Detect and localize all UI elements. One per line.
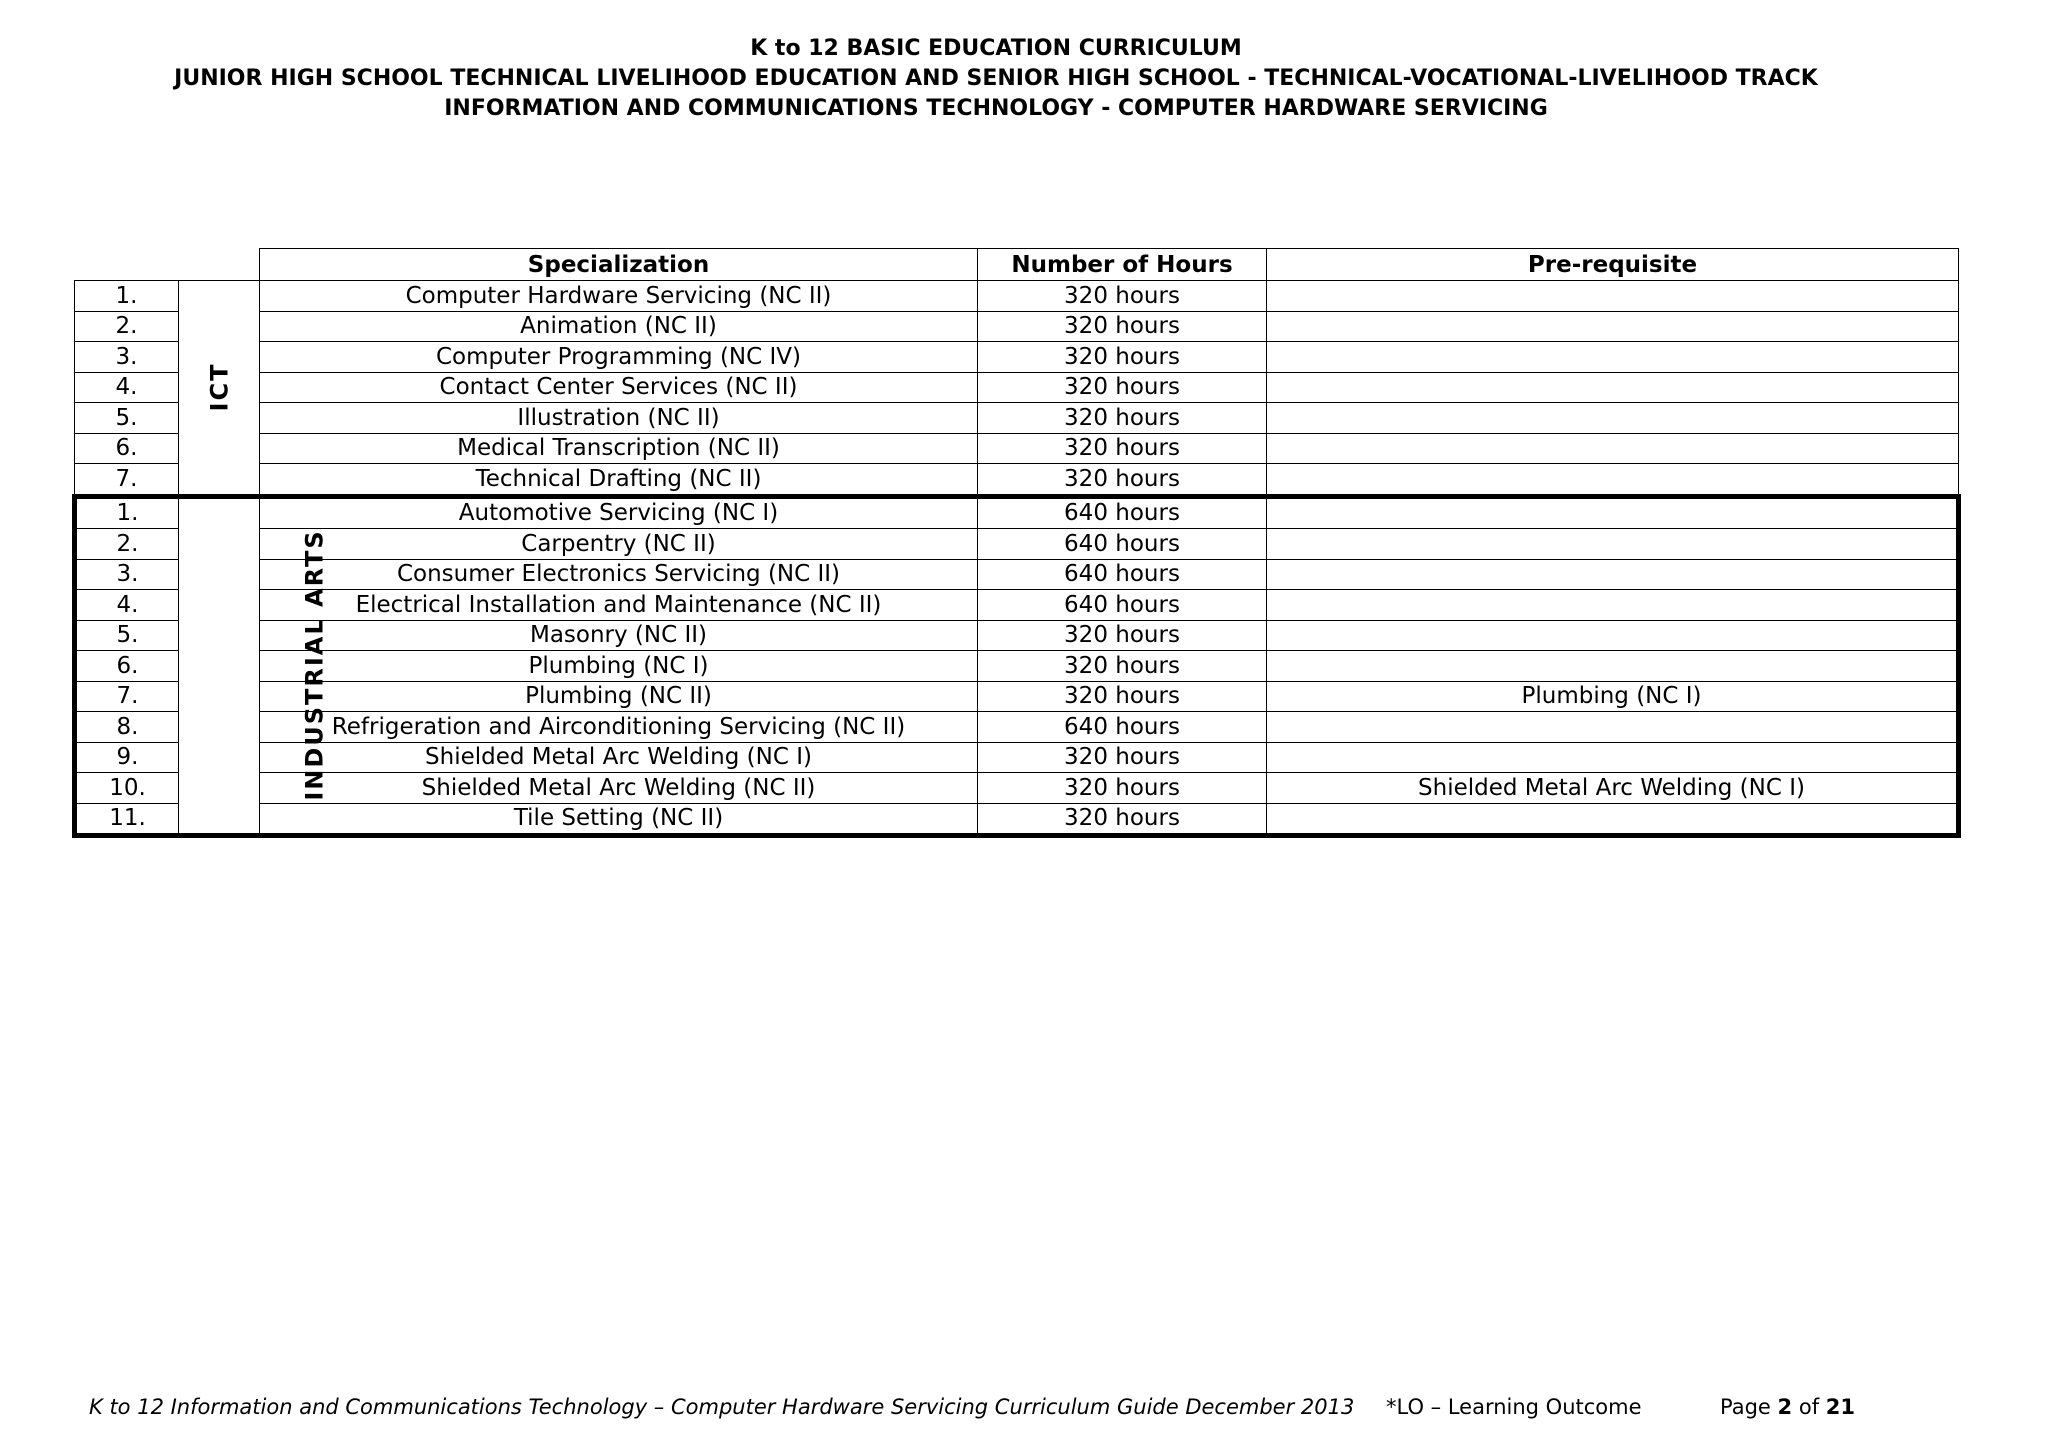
table-row bbox=[75, 651, 1959, 682]
specialization-cell: Masonry (NC II) bbox=[260, 620, 978, 651]
prereq-cell bbox=[1267, 651, 1959, 682]
hours-header: Number of Hours bbox=[978, 249, 1267, 281]
table-row bbox=[75, 620, 1959, 651]
hours-cell: 320 hours bbox=[978, 281, 1267, 312]
table-row bbox=[75, 742, 1959, 773]
footer-guide-title: K to 12 Information and Communications Technology – Computer Hardware Servicing Curriculum Guide December 2013 bbox=[89, 1395, 1355, 1419]
page-total: 21 bbox=[1825, 1395, 1856, 1419]
prereq-cell bbox=[1267, 712, 1959, 743]
prereq-cell: Shielded Metal Arc Welding (NC I) bbox=[1267, 773, 1959, 804]
prereq-cell: Plumbing (NC I) bbox=[1267, 681, 1959, 712]
hours-cell: 320 hours bbox=[978, 372, 1267, 403]
row-number: 8. bbox=[75, 712, 179, 743]
row-number: 6. bbox=[75, 433, 179, 464]
table-row bbox=[75, 681, 1959, 712]
table-header-row bbox=[75, 249, 1959, 281]
hours-cell: 320 hours bbox=[978, 620, 1267, 651]
hours-cell: 640 hours bbox=[978, 496, 1267, 529]
table-row bbox=[75, 372, 1959, 403]
row-number: 2. bbox=[75, 311, 179, 342]
row-number: 5. bbox=[75, 403, 179, 434]
table-row bbox=[75, 590, 1959, 621]
table-row bbox=[75, 559, 1959, 590]
prereq-cell bbox=[1267, 464, 1959, 497]
table-row bbox=[75, 712, 1959, 743]
specialization-table bbox=[72, 248, 1961, 838]
prereq-cell bbox=[1267, 372, 1959, 403]
hours-cell: 640 hours bbox=[978, 712, 1267, 743]
prereq-cell bbox=[1267, 590, 1959, 621]
hours-cell: 320 hours bbox=[978, 311, 1267, 342]
hours-cell: 320 hours bbox=[978, 742, 1267, 773]
prereq-cell bbox=[1267, 496, 1959, 529]
row-number: 3. bbox=[75, 559, 179, 590]
specialization-cell: Contact Center Services (NC II) bbox=[260, 372, 978, 403]
of-word: of bbox=[1798, 1395, 1820, 1419]
prereq-cell bbox=[1267, 803, 1959, 836]
table-row bbox=[75, 496, 1959, 529]
specialization-cell: Illustration (NC II) bbox=[260, 403, 978, 434]
specialization-cell: Carpentry (NC II) bbox=[260, 529, 978, 560]
prereq-cell bbox=[1267, 281, 1959, 312]
specialization-cell: Consumer Electronics Servicing (NC II) bbox=[260, 559, 978, 590]
specialization-cell: Shielded Metal Arc Welding (NC II) bbox=[260, 773, 978, 804]
prereq-cell bbox=[1267, 742, 1959, 773]
row-number: 4. bbox=[75, 590, 179, 621]
group-label-cell bbox=[179, 496, 329, 836]
row-number: 7. bbox=[75, 464, 179, 497]
group-label: ICT bbox=[204, 362, 233, 412]
prereq-cell bbox=[1267, 342, 1959, 373]
table-row bbox=[75, 433, 1959, 464]
header-line-3: INFORMATION AND COMMUNICATIONS TECHNOLOGY - COMPUTER HARDWARE SERVICING bbox=[444, 96, 1548, 121]
row-number: 4. bbox=[75, 372, 179, 403]
prereq-cell bbox=[1267, 559, 1959, 590]
prereq-cell bbox=[1267, 620, 1959, 651]
prereq-cell bbox=[1267, 403, 1959, 434]
table-row bbox=[75, 803, 1959, 836]
specialization-cell: Refrigeration and Airconditioning Servicing (NC II) bbox=[260, 712, 978, 743]
blank-header-cell bbox=[75, 249, 260, 281]
header-line-1: K to 12 BASIC EDUCATION CURRICULUM bbox=[750, 36, 1242, 61]
hours-cell: 320 hours bbox=[978, 681, 1267, 712]
prereq-cell bbox=[1267, 311, 1959, 342]
page-current: 2 bbox=[1777, 1395, 1793, 1419]
row-number: 7. bbox=[75, 681, 179, 712]
specialization-cell: Computer Hardware Servicing (NC II) bbox=[260, 281, 978, 312]
specialization-header: Specialization bbox=[260, 249, 978, 281]
prereq-cell bbox=[1267, 433, 1959, 464]
hours-cell: 640 hours bbox=[978, 590, 1267, 621]
table-row bbox=[75, 281, 1959, 312]
table-row bbox=[75, 529, 1959, 560]
specialization-cell: Medical Transcription (NC II) bbox=[260, 433, 978, 464]
row-number: 1. bbox=[75, 281, 179, 312]
table-row bbox=[75, 311, 1959, 342]
table-row bbox=[75, 342, 1959, 373]
row-number: 5. bbox=[75, 620, 179, 651]
hours-cell: 320 hours bbox=[978, 433, 1267, 464]
row-number: 9. bbox=[75, 742, 179, 773]
hours-cell: 320 hours bbox=[978, 803, 1267, 836]
row-number: 6. bbox=[75, 651, 179, 682]
ict-group bbox=[75, 281, 1959, 497]
group-label: INDUSTRIAL ARTS bbox=[300, 529, 329, 801]
table-row bbox=[75, 773, 1959, 804]
row-number: 10. bbox=[75, 773, 179, 804]
table-row bbox=[75, 403, 1959, 434]
specialization-cell: Tile Setting (NC II) bbox=[260, 803, 978, 836]
specialization-cell: Plumbing (NC II) bbox=[260, 681, 978, 712]
hours-cell: 320 hours bbox=[978, 464, 1267, 497]
hours-cell: 320 hours bbox=[978, 403, 1267, 434]
hours-cell: 640 hours bbox=[978, 529, 1267, 560]
footer-lo-note: *LO – Learning Outcome bbox=[1386, 1395, 1642, 1419]
hours-cell: 320 hours bbox=[978, 773, 1267, 804]
hours-cell: 640 hours bbox=[978, 559, 1267, 590]
specialization-cell: Technical Drafting (NC II) bbox=[260, 464, 978, 497]
specialization-cell: Electrical Installation and Maintenance (NC II) bbox=[260, 590, 978, 621]
page-word: Page bbox=[1720, 1395, 1771, 1419]
row-number: 2. bbox=[75, 529, 179, 560]
row-number: 11. bbox=[75, 803, 179, 836]
footer-page-number bbox=[1720, 1394, 1855, 1420]
header-line-2: JUNIOR HIGH SCHOOL TECHNICAL LIVELIHOOD EDUCATION AND SENIOR HIGH SCHOOL - TECHNICAL-VOCATIONAL-LIVELIHOOD TRACK bbox=[174, 66, 1818, 91]
specialization-cell: Shielded Metal Arc Welding (NC I) bbox=[260, 742, 978, 773]
prereq-cell bbox=[1267, 529, 1959, 560]
row-number: 1. bbox=[75, 496, 179, 529]
specialization-cell: Computer Programming (NC IV) bbox=[260, 342, 978, 373]
specialization-cell: Plumbing (NC I) bbox=[260, 651, 978, 682]
document-header bbox=[0, 34, 1992, 124]
specialization-cell: Animation (NC II) bbox=[260, 311, 978, 342]
group-label-cell bbox=[179, 281, 260, 497]
prereq-header: Pre-requisite bbox=[1267, 249, 1959, 281]
industrial-arts-group bbox=[75, 496, 1959, 836]
row-number: 3. bbox=[75, 342, 179, 373]
hours-cell: 320 hours bbox=[978, 342, 1267, 373]
table-row bbox=[75, 464, 1959, 497]
hours-cell: 320 hours bbox=[978, 651, 1267, 682]
specialization-cell: Automotive Servicing (NC I) bbox=[260, 496, 978, 529]
